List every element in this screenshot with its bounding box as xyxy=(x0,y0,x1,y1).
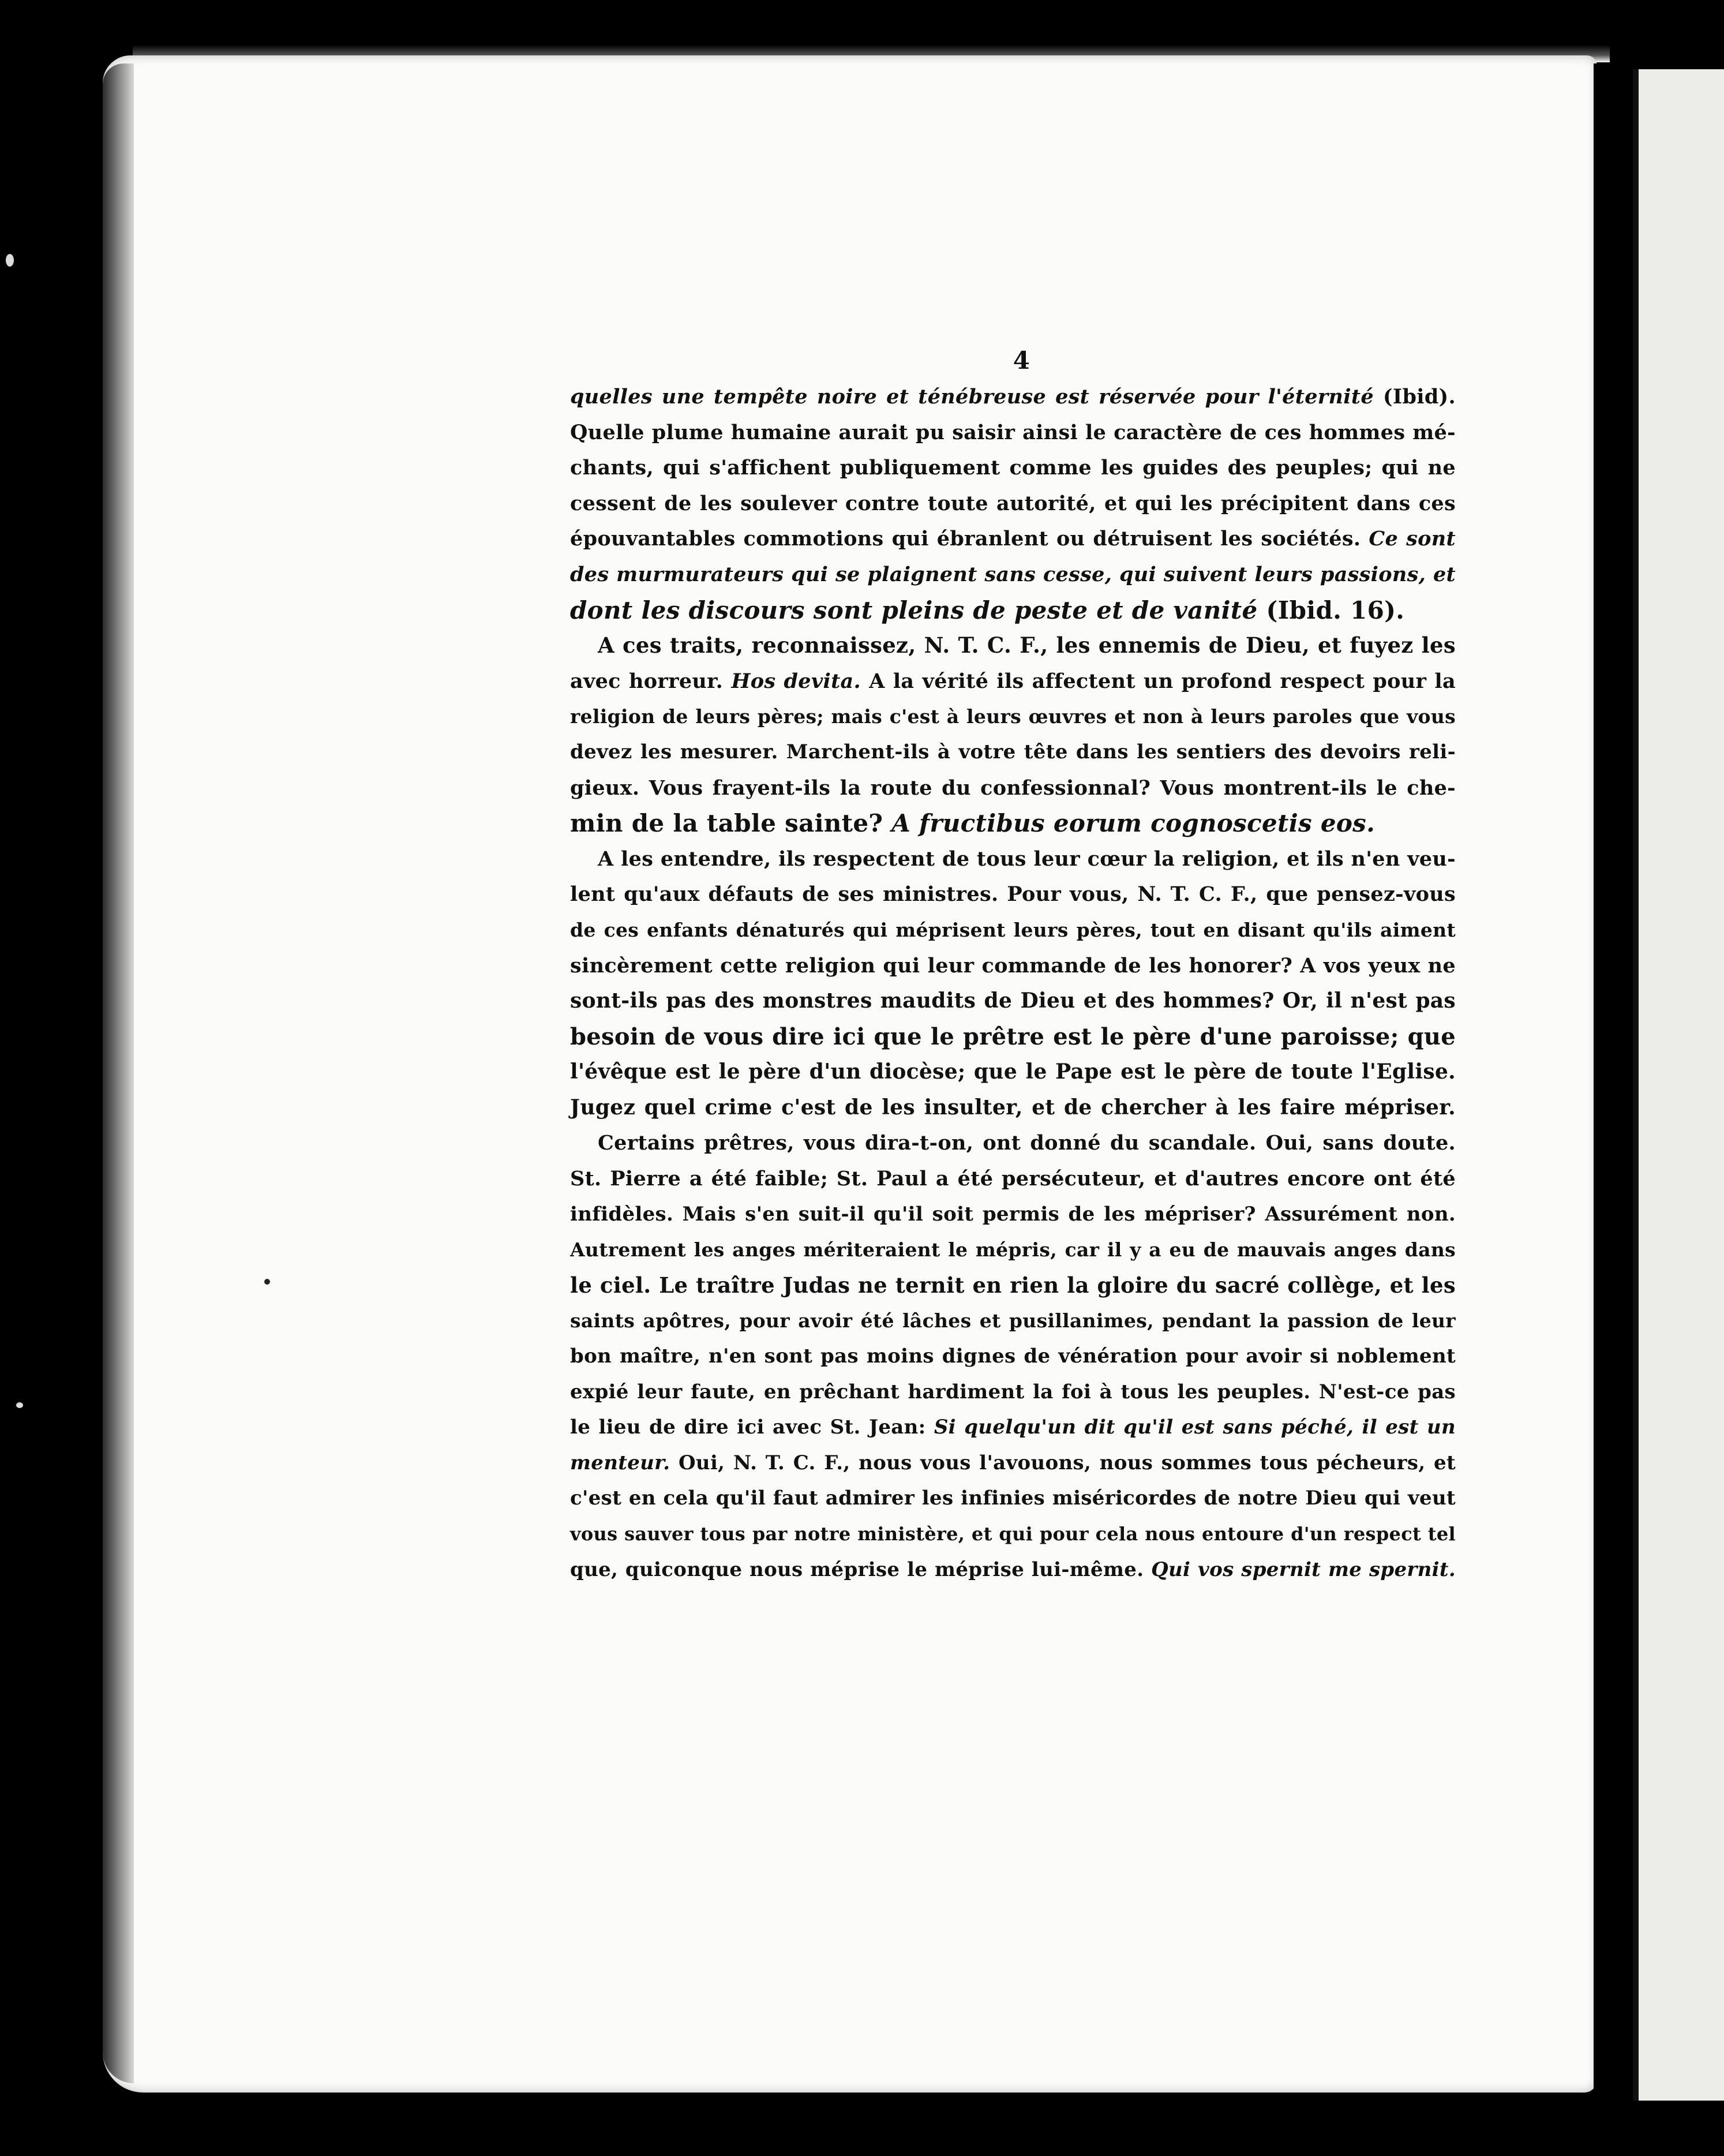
body-text: Quelle plume humaine aurait pu saisir ainsi le caractère de ces hommes mé- xyxy=(570,420,1456,444)
facing-page-strip xyxy=(1633,69,1724,2101)
stray-mark xyxy=(264,1279,270,1285)
text-line xyxy=(570,415,1456,451)
text-lines xyxy=(570,379,1456,1588)
text-line xyxy=(570,628,1456,664)
text-line xyxy=(570,806,1456,841)
italic-text: A fructibus eorum cognoscetis eos. xyxy=(891,809,1376,838)
stray-mark xyxy=(6,254,14,267)
italic-text: des murmurateurs qui se plaignent sans cesse, qui suivent leurs passions, et xyxy=(570,562,1456,586)
text-line xyxy=(570,450,1456,486)
body-text: A la vérité ils affectent un profond respect pour la xyxy=(861,669,1456,693)
text-line xyxy=(570,841,1456,877)
text-line xyxy=(570,983,1456,1019)
stray-mark xyxy=(16,1402,23,1408)
body-text: que, quiconque nous méprise le méprise lui-même. xyxy=(570,1558,1152,1581)
text-line xyxy=(570,486,1456,522)
text-line xyxy=(570,664,1456,699)
text-line xyxy=(570,1054,1456,1090)
text-line xyxy=(570,1161,1456,1197)
text-line xyxy=(570,770,1456,806)
body-text: chants, qui s'affichent publiquement comme les guides des peuples; qui ne xyxy=(570,456,1456,480)
body-text: gieux. Vous frayent-ils la route du confessionnal? Vous montrent-ils le che- xyxy=(570,776,1456,800)
body-text: min de la table sainte? xyxy=(570,809,892,838)
text-line xyxy=(570,1232,1456,1268)
text-line xyxy=(570,948,1456,984)
body-text: le lieu de dire ici avec St. Jean: xyxy=(570,1416,934,1439)
text-block xyxy=(570,346,1456,1588)
body-text: le ciel. Le traître Judas ne ternit en rien la gloire du sacré collège, et les xyxy=(570,1272,1456,1298)
italic-text: Ce sont xyxy=(1369,527,1456,551)
body-text: expié leur faute, en prêchant hardiment la foi à tous les peuples. N'est-ce pas xyxy=(570,1380,1456,1403)
body-text: épouvantables commotions qui ébranlent ou détruisent les sociétés. xyxy=(570,527,1369,551)
body-text: Certains prêtres, vous dira-t-on, ont donné du scandale. Oui, sans doute. xyxy=(598,1131,1456,1155)
italic-text: menteur. xyxy=(570,1451,670,1474)
page-number: 4 xyxy=(1013,346,1030,375)
body-text: sincèrement cette religion qui leur commande de les honorer? A vos yeux ne xyxy=(570,953,1456,978)
text-line xyxy=(570,1303,1456,1339)
text-line xyxy=(570,1410,1456,1446)
body-text: bon maître, n'en sont pas moins dignes de vénération pour avoir si noblement xyxy=(570,1345,1456,1368)
body-text: religion de leurs pères; mais c'est à leurs œuvres et non à leurs paroles que vous xyxy=(570,705,1456,728)
body-text: vous sauver tous par notre ministère, et qui pour cela nous entoure d'un respect tel xyxy=(570,1523,1456,1545)
body-text: Oui, N. T. C. F., nous vous l'avouons, nous sommes tous pécheurs, et xyxy=(670,1451,1456,1474)
body-text: l'évêque est le père d'un diocèse; que le Pape est le père de toute l'Eglise. xyxy=(570,1060,1456,1084)
text-line xyxy=(570,699,1456,735)
text-line xyxy=(570,735,1456,770)
body-text: besoin de vous dire ici que le prêtre est le père d'une paroisse; que xyxy=(570,1023,1456,1050)
italic-text: Si quelqu'un dit qu'il est sans péché, il est un xyxy=(934,1416,1456,1439)
text-line xyxy=(570,912,1456,948)
body-text: A les entendre, ils respectent de tous leur cœur la religion, et ils n'en veu- xyxy=(598,847,1456,871)
text-line xyxy=(570,1339,1456,1375)
body-text: de ces enfants dénaturés qui méprisent leurs pères, tout en disant qu'ils aiment xyxy=(570,918,1456,941)
italic-text: Qui vos spernit me spernit. xyxy=(1151,1558,1456,1581)
text-line xyxy=(570,1552,1456,1588)
italic-text: Hos devita. xyxy=(731,669,861,693)
text-line xyxy=(570,1019,1456,1055)
text-line xyxy=(570,1125,1456,1161)
body-text: avec horreur. xyxy=(570,669,732,693)
body-text: c'est en cela qu'il faut admirer les infinies miséricordes de notre Dieu qui veut xyxy=(570,1487,1456,1510)
text-line xyxy=(570,379,1456,415)
text-line xyxy=(570,1517,1456,1552)
text-line xyxy=(570,1481,1456,1517)
italic-text: quelles une tempête noire et ténébreuse est réservée pour l'éternité xyxy=(570,385,1374,409)
text-line xyxy=(570,521,1456,557)
body-text: sont-ils pas des monstres maudits de Dieu et des hommes? Or, il n'est pas xyxy=(570,989,1456,1013)
body-text: infidèles. Mais s'en suit-il qu'il soit permis de les mépriser? Assurément non. xyxy=(570,1202,1456,1226)
text-line xyxy=(570,1197,1456,1233)
body-text: (Ibid). xyxy=(1373,385,1456,409)
text-line xyxy=(570,1375,1456,1410)
body-text: cessent de les soulever contre toute autorité, et qui les précipitent dans ces xyxy=(570,491,1456,515)
body-text: saints apôtres, pour avoir été lâches et pusillanimes, pendant la passion de leur xyxy=(570,1309,1456,1332)
body-text: Autrement les anges mériteraient le mépris, car il y a eu de mauvais anges dans xyxy=(570,1238,1456,1262)
body-text: devez les mesurer. Marchent-ils à votre tête dans les sentiers des devoirs reli- xyxy=(570,740,1456,763)
text-line xyxy=(570,557,1456,593)
italic-text: dont les discours sont pleins de peste et de vanité xyxy=(570,596,1258,624)
text-line xyxy=(570,1446,1456,1481)
binding-shadow xyxy=(103,63,134,2083)
text-line xyxy=(570,1090,1456,1126)
text-line xyxy=(570,593,1456,628)
text-line xyxy=(570,877,1456,912)
body-text: Jugez quel crime c'est de les insulter, et de chercher à les faire mépriser. xyxy=(570,1095,1456,1120)
body-text: A ces traits, reconnaissez, N. T. C. F., les ennemis de Dieu, et fuyez les xyxy=(598,632,1456,658)
body-text: lent qu'aux défauts de ses ministres. Pour vous, N. T. C. F., que pensez-vous xyxy=(570,882,1456,907)
body-text: (Ibid. 16). xyxy=(1257,596,1405,624)
body-text: St. Pierre a été faible; St. Paul a été persécuteur, et d'autres encore ont été xyxy=(570,1167,1456,1191)
text-line xyxy=(570,1268,1456,1304)
